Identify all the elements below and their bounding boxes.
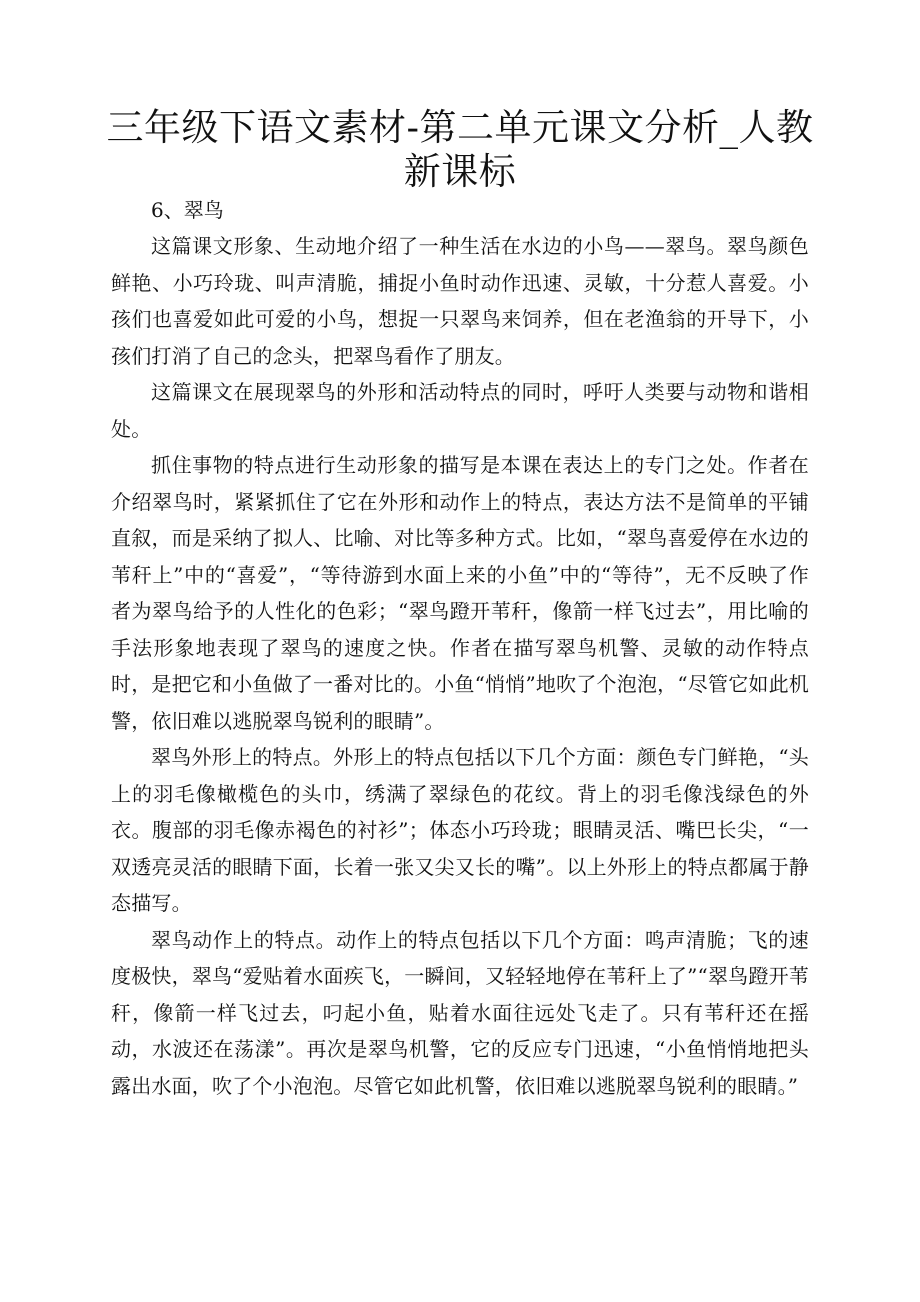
document-title: 三年级下语文素材-第二单元课文分析_人教新课标 xyxy=(106,106,814,193)
section-heading: 6、翠鸟 xyxy=(151,198,224,222)
paragraph-writing-technique: 抓住事物的特点进行生动形象的描写是本课在表达上的专门之处。作者在介绍翠鸟时，紧紧抓住了它在外形和动作上的特点，表达方法不是简单的平铺直叙，而是采纳了拟人、比喻、对比等多种方式。比如，“翠鸟喜爱停在水边的苇秆上”中的“喜爱”，“等待游到水面上来的小鱼”中的“等待”，无不反映了作者为翠鸟给予的人性化的色彩；“翠鸟蹬开苇秆，像箭一样飞过去”，用比喻的手法形象地表现了翠鸟的速度之快。作者在描写翠鸟机警、灵敏的动作特点时，是把它和小鱼做了一番对比的。小鱼“悄悄”地吹了个泡泡，“尽管它如此机警，依旧难以逃脱翠鸟锐利的眼睛”。 xyxy=(111,453,809,733)
paragraph-movement: 翠鸟动作上的特点。动作上的特点包括以下几个方面：鸣声清脆；飞的速度极快，翠鸟“爱贴着水面疾飞，一瞬间，又轻轻地停在苇秆上了”“翠鸟蹬开苇秆，像箭一样飞过去，叼起小鱼，贴着水面往远处飞走了。只有苇秆还在摇动，水波还在荡漾”。再次是翠鸟机警，它的反应专门迅速，“小鱼悄悄地把头露出水面，吹了个小泡泡。尽管它如此机警，依旧难以逃脱翠鸟锐利的眼睛。” xyxy=(111,927,809,1098)
paragraph-appearance: 翠鸟外形上的特点。外形上的特点包括以下几个方面：颜色专门鲜艳，“头上的羽毛像橄榄色的头巾，绣满了翠绿色的花纹。背上的羽毛像浅绿色的外衣。腹部的羽毛像赤褐色的衬衫”；体态小巧玲珑；眼睛灵活、嘴巴长尖，“一双透亮灵活的眼睛下面，长着一张又尖又长的嘴”。以上外形上的特点都属于静态描写。 xyxy=(111,745,809,915)
paragraph-intro: 这篇课文形象、生动地介绍了一种生活在水边的小鸟——翠鸟。翠鸟颜色鲜艳、小巧玲珑、叫声清脆，捕捉小鱼时动作迅速、灵敏，十分惹人喜爱。小孩们也喜爱如此可爱的小鸟，想捉一只翠鸟来饲养，但在老渔翁的开导下，小孩们打消了自己的念头，把翠鸟看作了朋友。 xyxy=(111,234,809,368)
paragraph-theme: 这篇课文在展现翠鸟的外形和活动特点的同时，呼吁人类要与动物和谐相处。 xyxy=(111,380,809,441)
document-body xyxy=(111,192,809,1104)
